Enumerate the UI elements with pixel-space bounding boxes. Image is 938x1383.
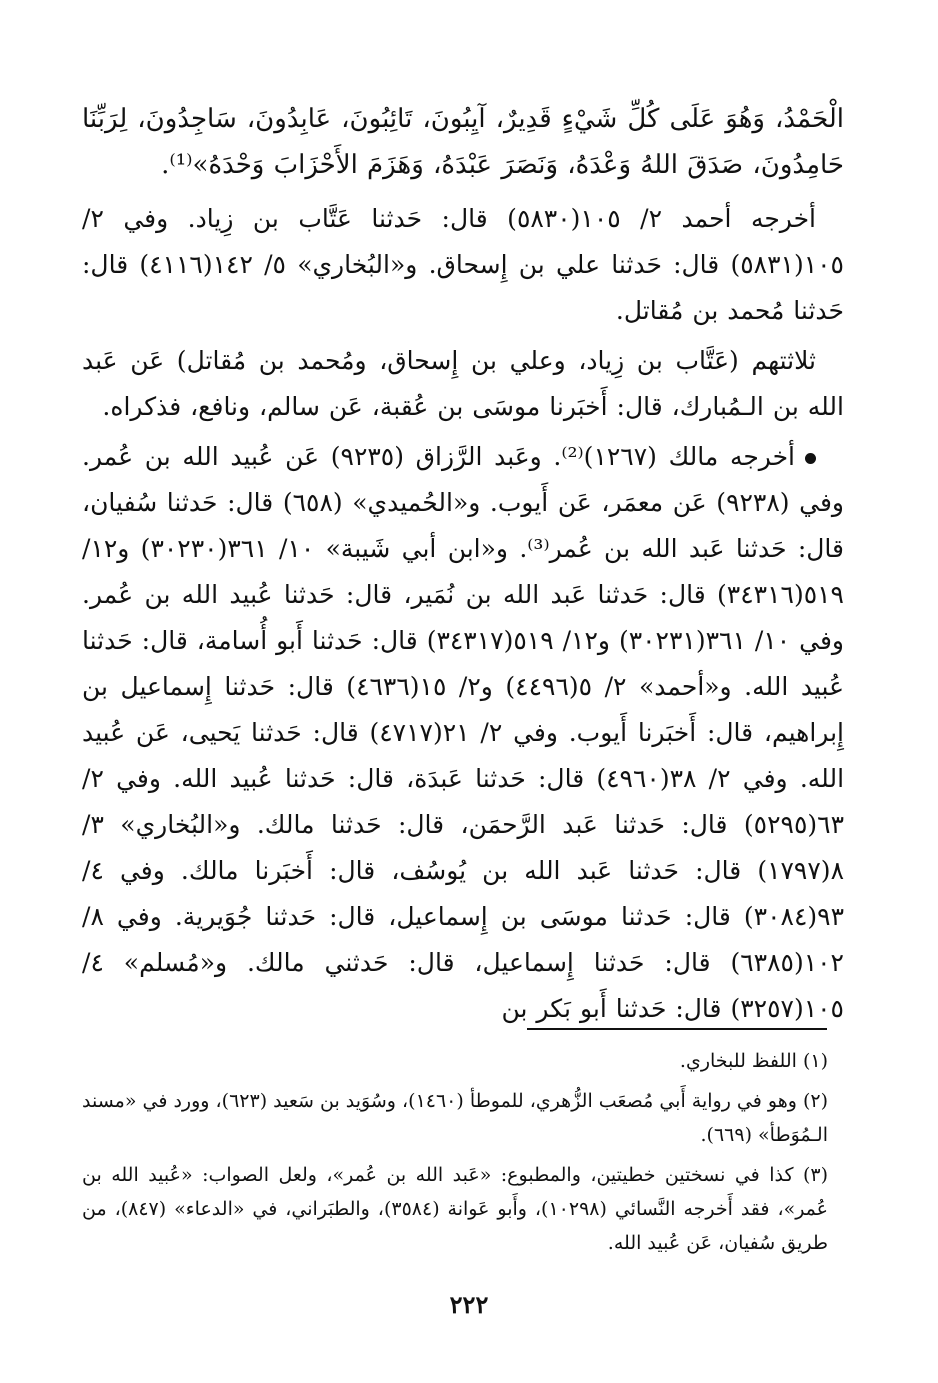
takhrij-paragraph-malik-text: أخرجه مالك (١٢٦٧)⁽²⁾. وعَبد الرَّزاق (٩٢٣٥) عَن عُبيد الله بن عُمر. وفي (٩٢٣٨) عَن معمَر، عَن أَيوب. و«الحُميدي» (٦٥٨) قال: حَدثنا سُفيان، قال: حَدثنا عَبد الله بن عُمر⁽³⁾. و«ابن أبي شَيبة» ١٠/ ٣٦١(٣٠٢٣٠) و١٢/ ٥١٩(٣٤٣١٦) قال: حَدثنا عَبد الله بن نُمَير، قال: حَدثنا عُبيد الله بن عُمر. وفي ١٠/ ٣٦١(٣٠٢٣١) و١٢/ ٥١٩(٣٤٣١٧) قال: حَدثنا أَبو أُسامة، قال: حَدثنا عُبيد الله. و«أحمد» ٢/ ٥(٤٤٩٦) و٢/ ١٥(٤٦٣٦) قال: حَدثنا إِسماعيل بن إِبراهيم، قال: أَخبَرنا أَيوب. وفي ٢/ ٢١(٤٧١٧) قال: حَدثنا يَحيى، عَن عُبيد الله. وفي ٢/ ٣٨(٤٩٦٠) قال: حَدثنا عَبدَة، قال: حَدثنا عُبيد الله. وفي ٢/ ٦٣(٥٢٩٥) قال: حَدثنا عَبد الرَّحمَن، قال: حَدثنا مالك. و«البُخاري» ٣/ ٨(١٧٩٧) قال: حَدثنا عَبد الله بن يُوسُف، قال: أَخبَرنا مالك. وفي ٤/ ٩٣(٣٠٨٤) قال: حَدثنا موسَى بن إِسماعيل، قال: حَدثنا جُوَيرية. وفي ٨/ ١٠٢(٦٣٨٥) قال: حَدثنا إِسماعيل، قال: حَدثني مالك. و«مُسلم» ٤/ ١٠٥(٣٢٥٧) قال: حَدثنا أَبو بَكر بن [82, 442, 845, 1023]
hadith-text: الْحَمْدُ، وَهُوَ عَلَى كُلِّ شَيْءٍ قَدِيرٌ، آيِبُونَ، تَائِبُونَ، عَابِدُونَ، سَاجِدُونَ، لِرَبِّنَا حَامِدُونَ، صَدَقَ اللهُ وَعْدَهُ، وَنَصَرَ عَبْدَهُ، وَهَزَمَ الأَحْزَابَ وَحْدَهُ»⁽¹⁾. [82, 104, 844, 180]
main-text [82, 96, 844, 1032]
footnote-1: (١) اللفظ للبخاري. [679, 1050, 828, 1072]
footnote-divider [527, 1028, 827, 1030]
footnotes [82, 1044, 828, 1266]
footnote-3: (٣) كذا في نسختين خطيتين، والمطبوع: «عَبد الله بن عُمر»، ولعل الصواب: «عُبيد الله بن عُمر»، فقد أَخرجه النَّسائي (١٠٢٩٨)، وأَبو عَوانة (٣٥٨٤)، والطبَراني، في «الدعاء» (٨٤٧)، من طريق سُفيان، عَن عُبيد الله. [82, 1164, 829, 1254]
bullet-icon [805, 453, 816, 464]
footnote-2: (٢) وهو في رواية أَبي مُصعَب الزُّهري، للموطأ (١٤٦٠)، وسُوَيد بن سَعيد (٦٢٣)، وورد في «مسند الـمُوَطأ» (٦٦٩). [82, 1090, 829, 1146]
takhrij-paragraph-ahmad: أخرجه أحمد ٢/ ١٠٥(٥٨٣٠) قال: حَدثنا عَتَّاب بن زِياد. وفي ٢/ ١٠٥(٥٨٣١) قال: حَدثنا علي بن إِسحاق. و«البُخاري» ٥/ ١٤٢(٤١١٦) قال: حَدثنا مُحمد بن مُقاتل. [82, 204, 844, 325]
takhrij-paragraph-malik [82, 434, 844, 1032]
takhrij-paragraph-summary: ثلاثتهم (عَتَّاب بن زِياد، وعلي بن إِسحاق، ومُحمد بن مُقاتل) عَن عَبد الله بن الـمُبارك، قال: أَخبَرنا موسَى بن عُقبة، عَن سالم، ونافع، فذكراه. [82, 346, 844, 421]
page-number: ٢٢٢ [449, 1290, 489, 1319]
